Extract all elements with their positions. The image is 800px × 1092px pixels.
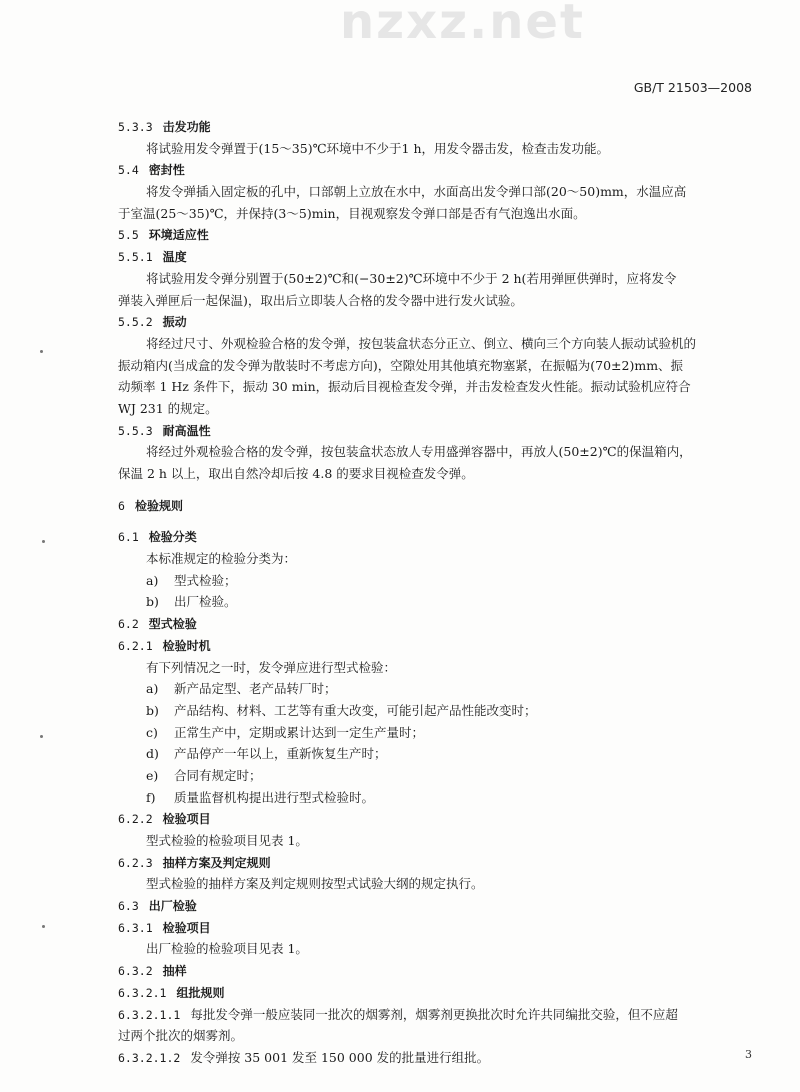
line-text: 有下列情况之一时，发令弹应进行型式检验： [146, 659, 397, 675]
text-line [118, 398, 758, 420]
clause-title: 耐高温性 [162, 423, 211, 438]
clause-number: 6.3.1 [118, 920, 153, 935]
section-heading [118, 917, 758, 939]
list-label: c) [146, 724, 158, 740]
text-line [118, 743, 758, 765]
text-line [118, 1047, 758, 1069]
text-line [118, 722, 758, 744]
text-line [118, 1004, 758, 1026]
section-heading [118, 311, 758, 333]
list-label: f) [146, 789, 156, 805]
line-text: 将试验用发令弹置于(15～35)℃环境中不少于1 h，用发令器击发，检查击发功能。 [146, 140, 610, 156]
document-body [118, 116, 758, 1069]
text-line [118, 290, 758, 312]
text-line [118, 765, 758, 787]
clause-title: 温度 [162, 250, 187, 265]
text-line [118, 700, 758, 722]
text-line [118, 355, 758, 377]
list-label: e) [146, 767, 159, 783]
line-text: 合同有规定时； [174, 767, 262, 783]
list-label: b) [146, 594, 159, 610]
page-number: 3 [745, 1048, 752, 1061]
text-line [118, 873, 758, 895]
text-line [118, 548, 758, 570]
margin-dot [40, 735, 43, 738]
line-text: 将经过尺寸、外观检验合格的发令弹，按包装盒状态分正立、倒立、横向三个方向装人振动试验机的 [146, 335, 697, 351]
text-line [118, 333, 758, 355]
margin-dot [40, 350, 43, 353]
clause-title: 振动 [162, 315, 187, 330]
line-text: 将发令弹插入固定板的孔中，口部朝上立放在水中，水面高出发令弹口部(20～50)mm，水温应高 [146, 184, 687, 200]
line-text: 出厂检验。 [174, 594, 237, 610]
list-label: a) [146, 572, 159, 588]
line-text: 本标准规定的检验分类为： [146, 551, 297, 567]
clause-number: 5.5.1 [118, 250, 153, 265]
line-text: 将试验用发令弹分别置于(50±2)℃和(−30±2)℃环境中不少于 2 h(若用弹匣供弹时，应将发令 [146, 270, 677, 286]
text-line [118, 938, 758, 960]
section-heading [118, 526, 758, 548]
clause-title: 型式检验 [148, 617, 197, 632]
margin-dot [42, 540, 45, 543]
text-line [118, 570, 758, 592]
clause-number: 6.3 [118, 899, 139, 914]
line-text: 产品结构、材料、工艺等有重大改变，可能引起产品性能改变时； [174, 702, 537, 718]
text-line [118, 181, 758, 203]
line-text: 型式检验的检验项目见表 1。 [146, 833, 308, 848]
text-line [118, 591, 758, 613]
clause-title: 检验规则 [134, 498, 183, 513]
line-text: 出厂检验的检验项目见表 1。 [146, 941, 308, 957]
clause-number: 6.3.2.1.1 [118, 1007, 181, 1022]
line-text: 质量监督机构提出进行型式检验时。 [174, 789, 375, 805]
section-heading [118, 246, 758, 268]
section-heading [118, 116, 758, 138]
clause-title: 击发功能 [162, 120, 211, 134]
line-text: 型式检验的抽样方案及判定规则按型式试验大纲的规定执行。 [146, 876, 484, 892]
text-line [118, 830, 758, 852]
list-label: b) [146, 702, 159, 718]
section-heading [118, 895, 758, 917]
line-text: 振动箱内(当成盒的发令弹为散装时不考虑方向)，空隙处用其他填充物塞紧，在振幅为(70±2)mm、振 [118, 357, 684, 373]
line-text: 正常生产中，定期或累计达到一定生产量时； [174, 724, 425, 740]
text-line [118, 1025, 758, 1047]
clause-number: 6.2.3 [118, 855, 153, 870]
section-heading [118, 495, 758, 517]
list-label: a) [146, 681, 159, 697]
section-heading [118, 960, 758, 982]
margin-dot [42, 925, 45, 928]
section-heading [118, 224, 758, 246]
line-text: 将经过外观检验合格的发令弹，按包装盒状态放人专用盛弹容器中，再放人(50±2)℃的保温箱内， [146, 444, 692, 460]
text-line [118, 441, 758, 463]
line-text: 于室温(25～35)℃，并保持(3～5)min，目视观察发令弹口部是否有气泡逸出水面。 [118, 205, 586, 221]
line-text: 动频率 1 Hz 条件下，振动 30 min，振动后目视检查发令弹，并击发检查发火性能。振动试验机应符合 [118, 379, 691, 395]
watermark: nzxz.net [340, 0, 585, 50]
section-heading [118, 420, 758, 442]
clause-title: 检验项目 [162, 812, 211, 827]
clause-number: 6.2.1 [118, 638, 153, 653]
line-text: WJ 231 的规定。 [118, 400, 218, 416]
text-line [118, 678, 758, 700]
clause-number: 5.5 [118, 228, 139, 243]
clause-number: 6.2.2 [118, 812, 153, 827]
line-text: 新产品定型、老产品转厂时； [174, 681, 337, 697]
clause-title: 密封性 [148, 163, 185, 178]
text-line [118, 203, 758, 225]
section-heading [118, 982, 758, 1004]
clause-title: 检验分类 [148, 530, 197, 545]
text-line [118, 268, 758, 290]
line-text: 产品停产一年以上，重新恢复生产时； [174, 746, 387, 762]
section-heading [118, 808, 758, 830]
clause-number: 6.1 [118, 530, 139, 545]
clause-title: 检验时机 [162, 638, 211, 653]
clause-title: 抽样方案及判定规则 [162, 855, 271, 870]
text-line [118, 463, 758, 485]
section-heading [118, 852, 758, 874]
clause-number: 6.3.2.1 [118, 985, 167, 1000]
text-line [118, 138, 758, 160]
clause-title: 抽样 [162, 964, 187, 979]
clause-number: 5.5.2 [118, 315, 153, 330]
line-text: 过两个批次的烟雾剂。 [118, 1028, 244, 1044]
clause-number: 6.2 [118, 617, 139, 632]
line-text: 每批发令弹一般应装同一批次的烟雾剂，烟雾剂更换批次时允许共同编批交验，但不应超 [190, 1006, 678, 1022]
text-line [118, 376, 758, 398]
clause-number: 5.5.3 [118, 423, 153, 438]
clause-number: 5.4 [118, 163, 139, 178]
clause-number: 6 [118, 498, 125, 513]
line-text: 发令弹按 35 001 发至 150 000 发的批量进行组批。 [190, 1049, 490, 1065]
standard-code: GB/T 21503—2008 [633, 80, 752, 95]
clause-title: 环境适应性 [148, 228, 209, 243]
section-heading [118, 635, 758, 657]
section-heading [118, 613, 758, 635]
text-line [118, 787, 758, 809]
clause-number: 6.3.2.1.2 [118, 1050, 181, 1065]
line-text: 型式检验； [174, 572, 237, 588]
clause-number: 6.3.2 [118, 964, 153, 979]
line-text: 保温 2 h 以上，取出自然冷却后按 4.8 的要求目视检查发令弹。 [118, 466, 474, 481]
section-heading [118, 159, 758, 181]
clause-title: 出厂检验 [148, 899, 197, 914]
clause-number: 5.3.3 [118, 120, 153, 134]
line-text: 弹装入弹匣后一起保温)，取出后立即装人合格的发令器中进行发火试验。 [118, 292, 523, 308]
text-line [118, 657, 758, 679]
clause-title: 组批规则 [176, 985, 225, 1000]
clause-title: 检验项目 [162, 920, 211, 935]
list-label: d) [146, 746, 159, 762]
